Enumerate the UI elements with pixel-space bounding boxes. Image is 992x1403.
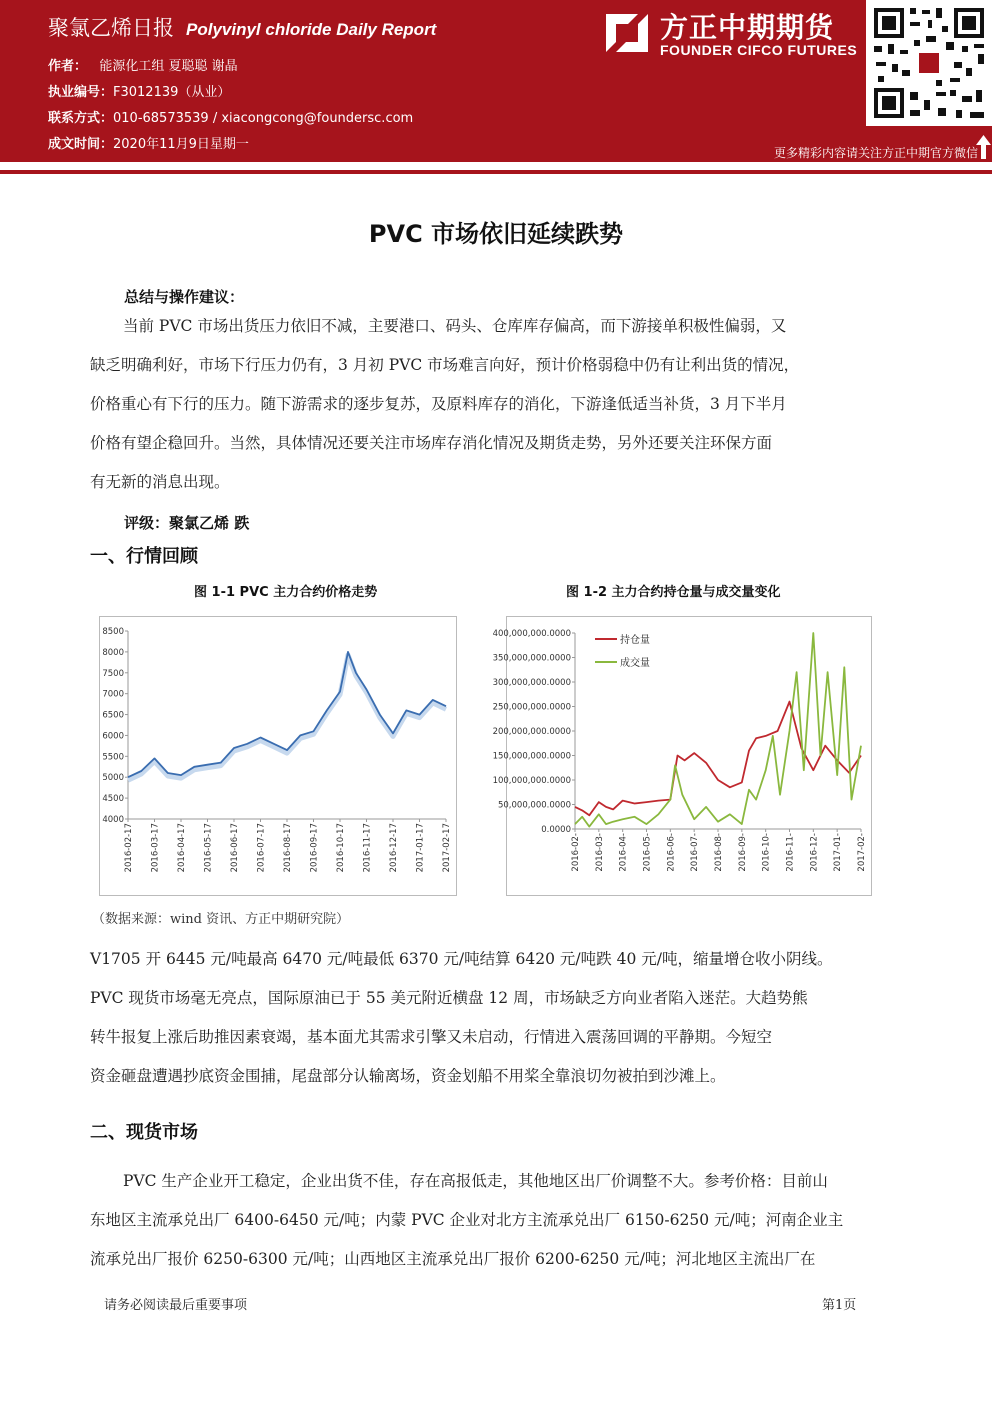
market-review-paragraph bbox=[90, 940, 902, 1096]
x-tick-label: 2016-02- bbox=[571, 833, 581, 872]
x-tick-label: 2016-05-17 bbox=[203, 823, 214, 873]
contact-label: 联系方式： bbox=[48, 111, 114, 126]
summary-line: 有无新的消息出现。 bbox=[90, 473, 230, 491]
y-tick-label: 5500 bbox=[102, 752, 124, 763]
x-tick-label: 2016-07-17 bbox=[256, 823, 267, 873]
x-tick-label: 2016-09- bbox=[737, 833, 748, 872]
summary-line: 当前 PVC 市场出货压力依旧不减，主要港口、码头、仓库库存偏高，而下游接单积极性偏弱，又 bbox=[123, 317, 787, 335]
follow-wechat-text: 更多精彩内容请关注方正中期官方微信 bbox=[773, 146, 978, 160]
legend-label: 持仓量 bbox=[620, 635, 650, 646]
report-title-cn: 聚氯乙烯日报 bbox=[48, 16, 174, 40]
y-tick-label: 7500 bbox=[102, 668, 124, 679]
date-label: 成文时间： bbox=[48, 137, 114, 152]
x-tick-label: 2016-08-17 bbox=[283, 823, 293, 873]
header-rule bbox=[0, 170, 992, 174]
license-value: F3012139（从业） bbox=[113, 85, 231, 100]
y-tick-label: 50,000,000.0000 bbox=[497, 800, 571, 811]
summary-paragraph bbox=[90, 307, 902, 502]
review-line: 资金砸盘遭遇抄底资金围捕，尾盘部分认输离场，资金划船不用桨全靠浪切勿被拍到沙滩上。 bbox=[90, 1067, 726, 1085]
x-tick-label: 2016-06-17 bbox=[230, 823, 240, 873]
summary-line: 价格重心有下行的压力。随下游需求的逐步复苏，及原料库存的消化，下游逢低适当补货，3 月下半月 bbox=[90, 395, 787, 413]
y-tick-label: 4000 bbox=[102, 815, 124, 825]
x-tick-label: 2016-06- bbox=[666, 833, 677, 872]
page-number: 第1页 bbox=[822, 1298, 857, 1313]
document-title: PVC 市场依旧延续跌势 bbox=[368, 220, 624, 248]
x-tick-label: 2017-01- bbox=[833, 833, 844, 872]
x-tick-label: 2016-08- bbox=[714, 833, 724, 872]
price-series-line bbox=[128, 652, 446, 777]
review-line: PVC 现货市场毫无亮点，国际原油已于 55 美元附近横盘 12 周，市场缺乏方向业者陷入迷茫。大趋势熊 bbox=[90, 989, 808, 1007]
y-tick-label: 8500 bbox=[102, 627, 124, 637]
section-heading-market-review: 一、行情回顾 bbox=[90, 546, 198, 567]
y-tick-label: 8000 bbox=[102, 647, 124, 658]
legend-label: 成交量 bbox=[620, 658, 650, 669]
rating-line: 评级：聚氯乙烯 跌 bbox=[124, 514, 250, 532]
data-source-note: （数据来源：wind 资讯、方正中期研究院） bbox=[92, 912, 350, 927]
y-tick-label: 0.0000 bbox=[541, 825, 571, 835]
y-tick-label: 350,000,000.0000 bbox=[492, 653, 571, 664]
x-tick-label: 2017-02- bbox=[857, 833, 867, 872]
y-tick-label: 5000 bbox=[102, 773, 124, 784]
x-tick-label: 2016-11- bbox=[785, 833, 796, 872]
series-line-成交量 bbox=[575, 633, 861, 827]
y-tick-label: 4500 bbox=[102, 794, 124, 805]
author-value: 能源化工组 夏聪聪 谢晶 bbox=[99, 59, 238, 74]
spot-line: 东地区主流承兑出厂 6400-6450 元/吨；内蒙 PVC 企业对北方主流承兑出厂 6150-6250 元/吨；河南企业主 bbox=[90, 1211, 844, 1229]
y-tick-label: 400,000,000.0000 bbox=[492, 629, 571, 639]
x-tick-label: 2016-03- bbox=[594, 833, 605, 872]
company-name-en: FOUNDER CIFCO FUTURES bbox=[660, 42, 858, 58]
spot-market-paragraph bbox=[90, 1162, 902, 1279]
volume-chart-svg bbox=[492, 617, 871, 895]
price-chart-svg bbox=[100, 617, 456, 895]
license-label: 执业编号： bbox=[48, 85, 114, 100]
y-tick-label: 6000 bbox=[102, 731, 124, 742]
summary-heading: 总结与操作建议： bbox=[124, 288, 245, 306]
figure-caption-price: 图 1-1 PVC 主力合约价格走势 bbox=[194, 585, 378, 600]
x-tick-label: 2016-10- bbox=[761, 833, 772, 872]
x-tick-label: 2017-02-17 bbox=[442, 823, 452, 873]
x-tick-label: 2016-09-17 bbox=[309, 823, 320, 873]
x-tick-label: 2016-04- bbox=[618, 833, 629, 872]
summary-line: 缺乏明确利好，市场下行压力仍有，3 月初 PVC 市场难言向好，预计价格弱稳中仍有让利出货的情况， bbox=[90, 356, 800, 374]
volume-chart bbox=[492, 616, 872, 896]
x-tick-label: 2016-12- bbox=[809, 833, 820, 872]
wechat-qr-code-icon[interactable] bbox=[866, 0, 992, 126]
y-tick-label: 150,000,000.0000 bbox=[492, 751, 571, 762]
license-line bbox=[48, 81, 230, 100]
author-label: 作者： bbox=[48, 59, 88, 74]
y-tick-label: 7000 bbox=[102, 689, 124, 700]
summary-line: 价格有望企稳回升。当然，具体情况还要关注市场库存消化情况及期货走势，另外还要关注环保方面 bbox=[90, 434, 773, 452]
y-tick-label: 6500 bbox=[102, 710, 124, 721]
x-tick-label: 2017-01-17 bbox=[415, 823, 426, 873]
arrow-up-icon bbox=[975, 134, 992, 160]
x-tick-label: 2016-05- bbox=[642, 833, 653, 872]
x-tick-label: 2016-04-17 bbox=[177, 823, 187, 873]
footer-disclaimer: 请务必阅读最后重要事项 bbox=[104, 1298, 248, 1313]
spot-line: 流承兑出厂报价 6250-6300 元/吨；山西地区主流承兑出厂报价 6200-6250 元/吨；河北地区主流出厂在 bbox=[90, 1250, 816, 1268]
price-chart bbox=[99, 616, 457, 896]
report-header bbox=[0, 0, 992, 162]
x-tick-label: 2016-11-17 bbox=[362, 823, 373, 873]
x-tick-label: 2016-10-17 bbox=[336, 823, 346, 873]
y-tick-label: 300,000,000.0000 bbox=[492, 678, 571, 688]
y-tick-label: 250,000,000.0000 bbox=[492, 702, 571, 713]
price-series-shadow bbox=[128, 655, 446, 780]
date-line bbox=[48, 133, 249, 152]
x-tick-label: 2016-02-17 bbox=[124, 823, 134, 873]
section-heading-spot-market: 二、现货市场 bbox=[90, 1122, 198, 1143]
figure-caption-volume: 图 1-2 主力合约持仓量与成交量变化 bbox=[566, 585, 781, 600]
company-name-cn: 方正中期期货 bbox=[660, 11, 835, 44]
x-tick-label: 2016-12-17 bbox=[389, 823, 399, 873]
report-title bbox=[48, 12, 436, 42]
x-tick-label: 2016-07- bbox=[690, 833, 701, 872]
x-tick-label: 2016-03-17 bbox=[150, 823, 161, 873]
date-value: 2020年11月9日星期一 bbox=[113, 137, 249, 152]
author-line bbox=[48, 55, 238, 74]
spot-line: PVC 生产企业开工稳定，企业出货不佳，存在高报低走，其他地区出厂价调整不大。参考价格：目前山 bbox=[123, 1172, 828, 1190]
review-line: V1705 开 6445 元/吨最高 6470 元/吨最低 6370 元/吨结算 6420 元/吨跌 40 元/吨，缩量增仓收小阴线。 bbox=[90, 950, 833, 968]
y-tick-label: 100,000,000.0000 bbox=[492, 776, 571, 786]
y-tick-label: 200,000,000.0000 bbox=[492, 727, 571, 737]
contact-value[interactable]: 010-68573539 / xiacongcong@foundersc.com bbox=[113, 111, 414, 126]
review-line: 转牛报复上涨后助推因素衰竭，基本面尤其需求引擎又未启动，行情进入震荡回调的平静期。今短空 bbox=[90, 1028, 773, 1046]
report-title-en: Polyvinyl chloride Daily Report bbox=[186, 20, 437, 39]
contact-line bbox=[48, 107, 413, 126]
company-logo-icon bbox=[604, 12, 650, 54]
